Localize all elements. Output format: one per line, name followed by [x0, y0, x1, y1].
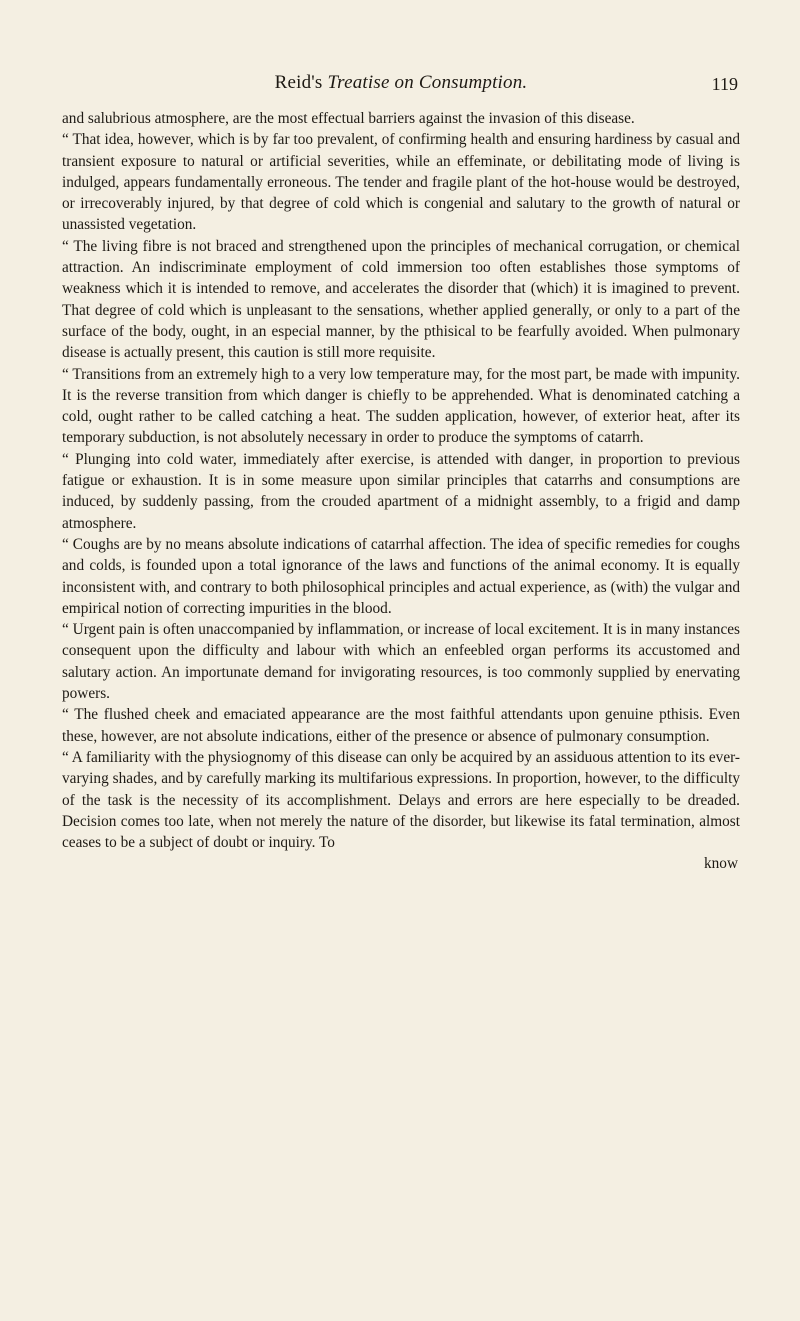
- paragraph: “ A familiarity with the physiognomy of this disease can only be acquired by an assiduous attention to its ever-varying shades, and by carefully marking its multifarious expressions. In proportion, however, to the difficulty of the task is the necessity of its accomplishment. Delays and errors are here especially to be dreaded. Decision comes too late, when not merely the nature of the disorder, but likewise its fatal termination, almost ceases to be a subject of doubt or inquiry. To: [62, 748, 740, 852]
- paragraph-continuation: and salubrious atmosphere, are the most effectual barriers against the invasion of this disease.: [62, 110, 635, 127]
- paragraph: “ The living fibre is not braced and strengthened upon the principles of mechanical corrugation, or chemical attraction. An indiscriminate employment of cold immersion too often establishes those symptoms of weakness which it is intended to remove, and accelerates the disorder that (which) it is imagined to prevent. That degree of cold which is unpleasant to the sensations, whether applied generally, or only to a part of the surface of the body, ought, in an especial manner, by the pthisical to be fearfully avoided. When pulmonary disease is actually present, this caution is still more requisite.: [62, 237, 740, 362]
- paragraph: “ Urgent pain is often unaccompanied by inflammation, or increase of local excitement. It is in many instances consequent upon the difficulty and labour with which an enfeebled organ performs its accustomed and salutary action. An importunate demand for invigorating resources, is too commonly supplied by enervating powers.: [62, 621, 740, 703]
- catchword: know: [704, 855, 738, 873]
- paragraph: “ The flushed cheek and emaciated appearance are the most faithful attendants upon genuine pthisis. Even these, however, are not absolute indications, either of the presence or absence of pulmonary consumption.: [62, 706, 740, 745]
- paragraph: “ Plunging into cold water, immediately after exercise, is attended with danger, in proportion to previous fatigue or exhaustion. It is in some measure upon similar principles that catarrhs and consumptions are induced, by suddenly passing, from the crouded apartment of a midnight assembly, to a frigid and damp atmosphere.: [62, 450, 740, 532]
- body-text: [62, 108, 740, 853]
- running-title-work: Treatise on Consumption.: [322, 72, 528, 93]
- running-title-author: Reid's: [274, 72, 323, 93]
- paragraph: “ That idea, however, which is by far too prevalent, of confirming health and ensuring hardiness by casual and transient exposure to natural or artificial severities, while an effeminate, or debilitating mode of living is indulged, appears fundamentally erroneous. The tender and fragile plant of the hot-house would be destroyed, or irrecoverably injured, by that degree of cold which is congenial and salutary to the growth of natural or unassisted vegetation.: [62, 131, 740, 234]
- paragraph: “ Coughs are by no means absolute indications of catarrhal affection. The idea of specific remedies for coughs and colds, is founded upon a total ignorance of the laws and functions of the animal economy. It is equally inconsistent with, and contrary to both philosophical principles and actual experience, as (with) the vulgar and empirical notion of correcting impurities in the blood.: [62, 535, 740, 617]
- paragraph: “ Transitions from an extremely high to a very low temperature may, for the most part, be made with impunity. It is the reverse transition from which danger is chiefly to be apprehended. What is denominated catching a cold, ought rather to be called catching a heat. The sudden application, however, of exterior heat, after its temporary subduction, is not absolutely necessary in order to produce the symptoms of catarrh.: [62, 365, 740, 447]
- running-title: [62, 72, 740, 94]
- running-head: [62, 72, 740, 106]
- page-number: 119: [711, 74, 738, 94]
